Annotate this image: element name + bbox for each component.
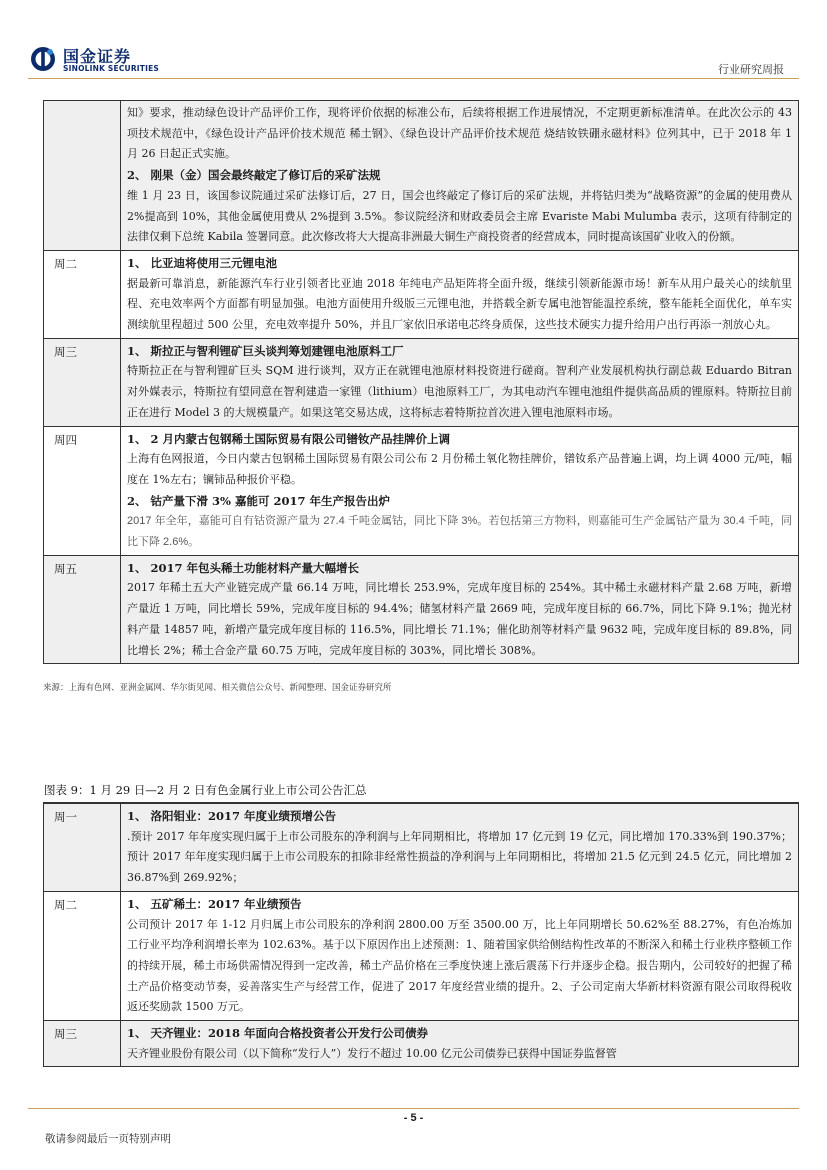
item-body: 据最新可靠消息，新能源汽车行业引领者比亚迪 2018 年纯电产品矩阵将全面升级，继续引领新能源市场！新车从用户最关心的续航里程、充电效率两个方面都有明显加强。电池方面使用升级版三元锂电池，并搭载全新专属电池智能温控系统，整车能耗全面优化，单车实测续航里程超过 500 公里，充电效率提升 50%，并且厂家依旧承诺电芯终身质保，这些技术硬实力提升给用户出行再添一剂放心丸。 (127, 276, 792, 332)
content-cell (121, 338, 799, 426)
table-row (44, 101, 799, 251)
brand-logo (30, 44, 180, 80)
footer-divider (28, 1108, 799, 1109)
item-title: 1、 比亚迪将使用三元锂电池 (127, 255, 278, 270)
item-title: 1、 斯拉正与智利锂矿巨头谈判筹划建锂电池原料工厂 (127, 343, 404, 358)
item-body: 公司预计 2017 年 1-12 月归属上市公司股东的净利润 2800.00 万至 3500.00 万，比上年同期增长 50.62%至 88.27%，有色冶炼加工行业平均净利润增长率为 102.63%。基于以下原因作出上述预测：1、随着国家供给侧结构性改革的不断深入和稀土行业秩序整顿工作的持续开展，稀土市场供需情况得到一定改善，稀土产品价格在三季度快速上涨后震荡下行并逐步企稳。报告期内，公司较好的把握了稀土产品价格变动节奏，妥善落实生产与经营工作，促进了 2017 年度经营业绩的提升。2、子公司定南大华新材料资源有限公司取得税收返还奖励款 1500 万元。 (127, 917, 792, 1014)
footer-disclaimer: 敬请参阅最后一页特别声明 (45, 1133, 171, 1145)
weekday-cell: 周三 (44, 338, 121, 426)
item-title: 2、 钴产量下滑 3% 嘉能可 2017 年生产报告出炉 (127, 493, 390, 508)
item-body: 2017 年稀土五大产业链完成产量 66.14 万吨，同比增长 253.9%，完成年度目标的 254%。其中稀土永磁材料产量 2.68 万吨，新增产量近 1 万吨，同比增长 59%，完成年度目标的 94.4%；储氢材料产量 2669 吨，完成年度目标的 66.7%，同比下降 9.1%；抛光材料产量 14857 吨，新增产量完成年度目标的 116.5%，同比增长 71.1%；催化助剂等材料产量 9632 吨，完成年度目标的 89.8%，同比增长 2%；稀土合金产量 60.75 万吨，完成年度目标的 303%，同比增长 308%。 (127, 581, 792, 657)
table-row (44, 250, 799, 338)
page-header (0, 0, 827, 80)
weekday-cell: 周一 (44, 804, 121, 892)
weekday-cell: 周二 (44, 891, 121, 1020)
table-row (44, 891, 799, 1020)
source-note: 来源：上海有色网、亚洲金属网、华尔街见闻、相关微信公众号、新闻整理、国金证券研究所 (43, 683, 392, 693)
table-row (44, 426, 799, 555)
sinolink-logo-icon (30, 46, 56, 72)
item-title: 1、 洛阳钼业：2017 年度业绩预增公告 (127, 809, 337, 823)
item-title: 2、 刚果（金）国会最终敲定了修订后的采矿法规 (127, 168, 381, 183)
weekday-cell: 周五 (44, 555, 121, 664)
item-body: 知》要求，推动绿色设计产品评价工作，现将评价依据的标准公布，后续将根据工作进展情况，不定期更新标准清单。在此次公示的 43 项技术规范中，《绿色设计产品评价技术规范 稀土钢》、《绿色设计产品评价技术规范 烧结钕铁硼永磁材料》位列其中，已于 2018 年 1 月 26 日起正式实施。 (127, 106, 792, 161)
page-number: - 5 - (403, 1112, 424, 1124)
weekday-cell: 周四 (44, 426, 121, 555)
item-body: 上海有色网报道，今日内蒙古包钢稀土国际贸易有限公司公布 2 月份稀土氧化物挂牌价，镨钕系产品普遍上调，均上调 4000 元/吨，幅度在 1%左右；镧铈品种报价平稳。 (127, 452, 792, 486)
weekday-cell (44, 101, 121, 251)
weekday-cell: 周二 (44, 250, 121, 338)
news-table (43, 100, 799, 664)
item-title: 1、 天齐锂业：2018 年面向合格投资者公开发行公司债券 (127, 1026, 429, 1041)
table-row (44, 338, 799, 426)
item-title: 1、 2 月内蒙古包钢稀土国际贸易有限公司镨钕产品挂牌价上调 (127, 431, 451, 446)
item-body: .预计 2017 年年度实现归属于上市公司股东的净利润与上年同期相比，将增加 17 亿元到 19 亿元，同比增加 170.33%到 190.37%；预计 2017 年年度实现归属于上市公司股东的扣除非经常性损益的净利润与上年同期相比，将增加 21.5 亿元到 24.5 亿元，同比增加 236.87%到 269.92%； (127, 829, 792, 885)
table-row (44, 804, 799, 892)
content-cell (121, 891, 799, 1020)
table-row (44, 1021, 799, 1067)
document-type: 行业研究周报 (718, 63, 784, 76)
item-body: 2017 年全年，嘉能可自有钴资源产量为 27.4 千吨金属钴，同比下降 3%。若包括第三方物料，则嘉能可生产金属钴产量为 30.4 千吨，同比下降 2.6%。 (127, 515, 792, 549)
content-cell (121, 804, 799, 892)
announcements-table-viewport (43, 803, 800, 1060)
brand-name-en: SINOLINK SECURITIES (63, 64, 160, 73)
header-divider (28, 78, 799, 79)
content-cell (121, 426, 799, 555)
brand-name-cn: 国金证券 (63, 47, 132, 66)
figure-title: 图表 9：1 月 29 日—2 月 2 日有色金属行业上市公司公告汇总 (44, 783, 367, 797)
item-body: 天齐锂业股份有限公司（以下简称“发行人”）发行不超过 10.00 亿元公司债券已获得中国证券监督管 (127, 1046, 617, 1060)
table-row (44, 555, 799, 664)
content-cell (121, 1021, 799, 1067)
content-cell (121, 250, 799, 338)
weekday-cell: 周三 (44, 1021, 121, 1067)
content-cell (121, 555, 799, 664)
content-cell (121, 101, 799, 251)
announcements-table (43, 803, 799, 1067)
item-title: 1、 2017 年包头稀土功能材料产量大幅增长 (127, 560, 360, 575)
item-body: 维 1 月 23 日，该国参议院通过采矿法修订后，27 日，国会也终敲定了修订后的采矿法规，并将钴归类为“战略资源”的金属的使用费从 2%提高到 10%，其他金属使用费从 2%提到 3.5%。参议院经济和财政委员会主席 Evariste Mabi Mulumba 表示，这项有待制定的法律仅剩下总统 Kabila 签署同意。此次修改将大大提高非洲最大铜生产商投资者的经营成本，同时提高该国矿业收入的份额。 (127, 188, 792, 244)
item-body: 特斯拉正在与智利锂矿巨头 SQM 进行谈判，双方正在就锂电池原材料投资进行磋商。智利产业发展机构执行副总裁 Eduardo Bitran 对外媒表示，特斯拉有望同意在智利建造一家锂（lithium）电池原料工厂，为其电动汽车锂电池组件提供高品质的锂原料。特斯拉目前正在进行 Model 3 的大规模量产。如果这笔交易达成，这将标志着特斯拉首次进入锂电池原料市场。 (127, 364, 792, 419)
item-title: 1、 五矿稀土：2017 年业绩预告 (127, 896, 302, 911)
